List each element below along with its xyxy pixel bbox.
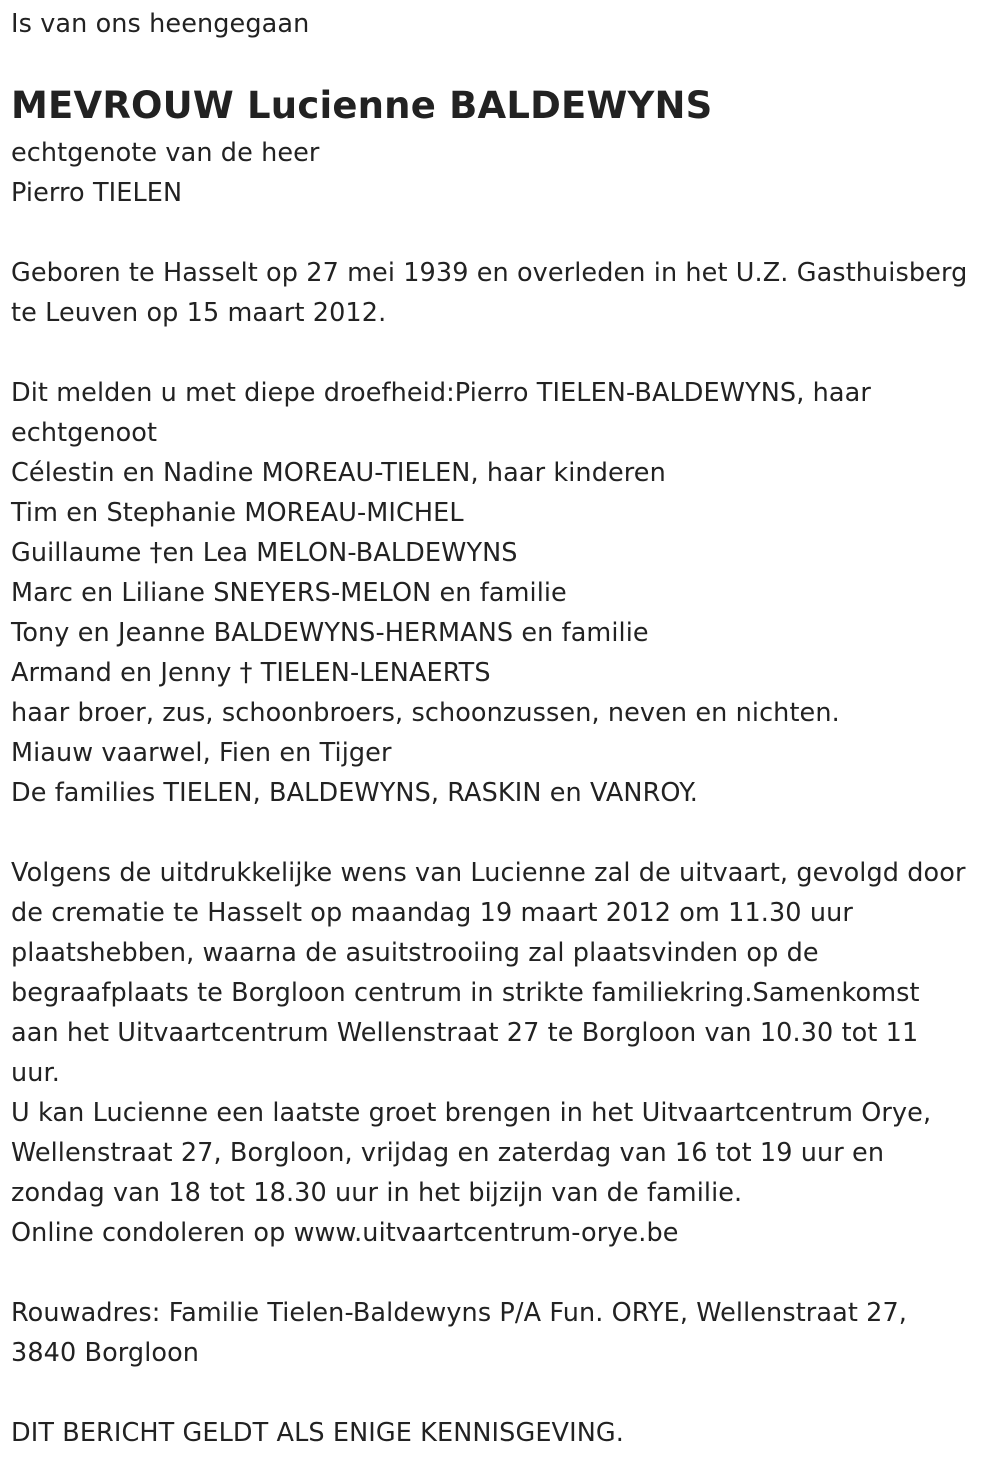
funeral-line-6: uur. (11, 1058, 60, 1088)
funeral-line-5: aan het Uitvaartcentrum Wellenstraat 27 te Borgloon van 10.30 tot 11 (11, 1018, 919, 1048)
mourners-line-11: De families TIELEN, BALDEWYNS, RASKIN en VANROY. (11, 778, 698, 808)
funeral-line-3: plaatshebben, waarna de asuitstrooiing zal plaatsvinden op de (11, 938, 819, 968)
funeral-line-4: begraafplaats te Borgloon centrum in strikte familiekring.Samenkomst (11, 978, 920, 1008)
intro-text: Is van ons heengegaan (11, 9, 310, 39)
address-line-1: Rouwadres: Familie Tielen-Baldewyns P/A Fun. ORYE, Wellenstraat 27, (11, 1298, 907, 1328)
mourners-line-7: Tony en Jeanne BALDEWYNS-HERMANS en familie (11, 618, 649, 648)
funeral-line-2: de crematie te Hasselt op maandag 19 maart 2012 om 11.30 uur (11, 898, 853, 928)
mourners-line-4: Tim en Stephanie MOREAU-MICHEL (11, 498, 464, 528)
birth-death-line-1: Geboren te Hasselt op 27 mei 1939 en overleden in het U.Z. Gasthuisberg (11, 258, 968, 288)
condolence-link-text: Online condoleren op www.uitvaartcentrum-orye.be (11, 1218, 679, 1248)
mourners-line-9: haar broer, zus, schoonbroers, schoonzussen, neven en nichten. (11, 698, 840, 728)
spouse-line-1: echtgenote van de heer (11, 138, 320, 168)
funeral-line-7: U kan Lucienne een laatste groet brengen in het Uitvaartcentrum Orye, (11, 1098, 932, 1128)
mourners-line-3: Célestin en Nadine MOREAU-TIELEN, haar kinderen (11, 458, 666, 488)
mourners-line-1: Dit melden u met diepe droefheid:Pierro TIELEN-BALDEWYNS, haar (11, 378, 871, 408)
mourners-line-2: echtgenoot (11, 418, 158, 448)
spouse-line-2: Pierro TIELEN (11, 178, 183, 208)
mourners-line-8: Armand en Jenny † TIELEN-LENAERTS (11, 658, 491, 688)
birth-death-line-2: te Leuven op 15 maart 2012. (11, 298, 387, 328)
mourners-line-10: Miauw vaarwel, Fien en Tijger (11, 738, 392, 768)
funeral-line-1: Volgens de uitdrukkelijke wens van Lucienne zal de uitvaart, gevolgd door (11, 858, 966, 888)
deceased-name: MEVROUW Lucienne BALDEWYNS (11, 84, 713, 127)
notice-text: DIT BERICHT GELDT ALS ENIGE KENNISGEVING. (11, 1418, 624, 1448)
address-line-2: 3840 Borgloon (11, 1338, 200, 1368)
mourners-line-6: Marc en Liliane SNEYERS-MELON en familie (11, 578, 567, 608)
funeral-line-8: Wellenstraat 27, Borgloon, vrijdag en zaterdag van 16 tot 19 uur en (11, 1138, 885, 1168)
funeral-line-9: zondag van 18 tot 18.30 uur in het bijzijn van de familie. (11, 1178, 743, 1208)
mourners-line-5: Guillaume †en Lea MELON-BALDEWYNS (11, 538, 518, 568)
